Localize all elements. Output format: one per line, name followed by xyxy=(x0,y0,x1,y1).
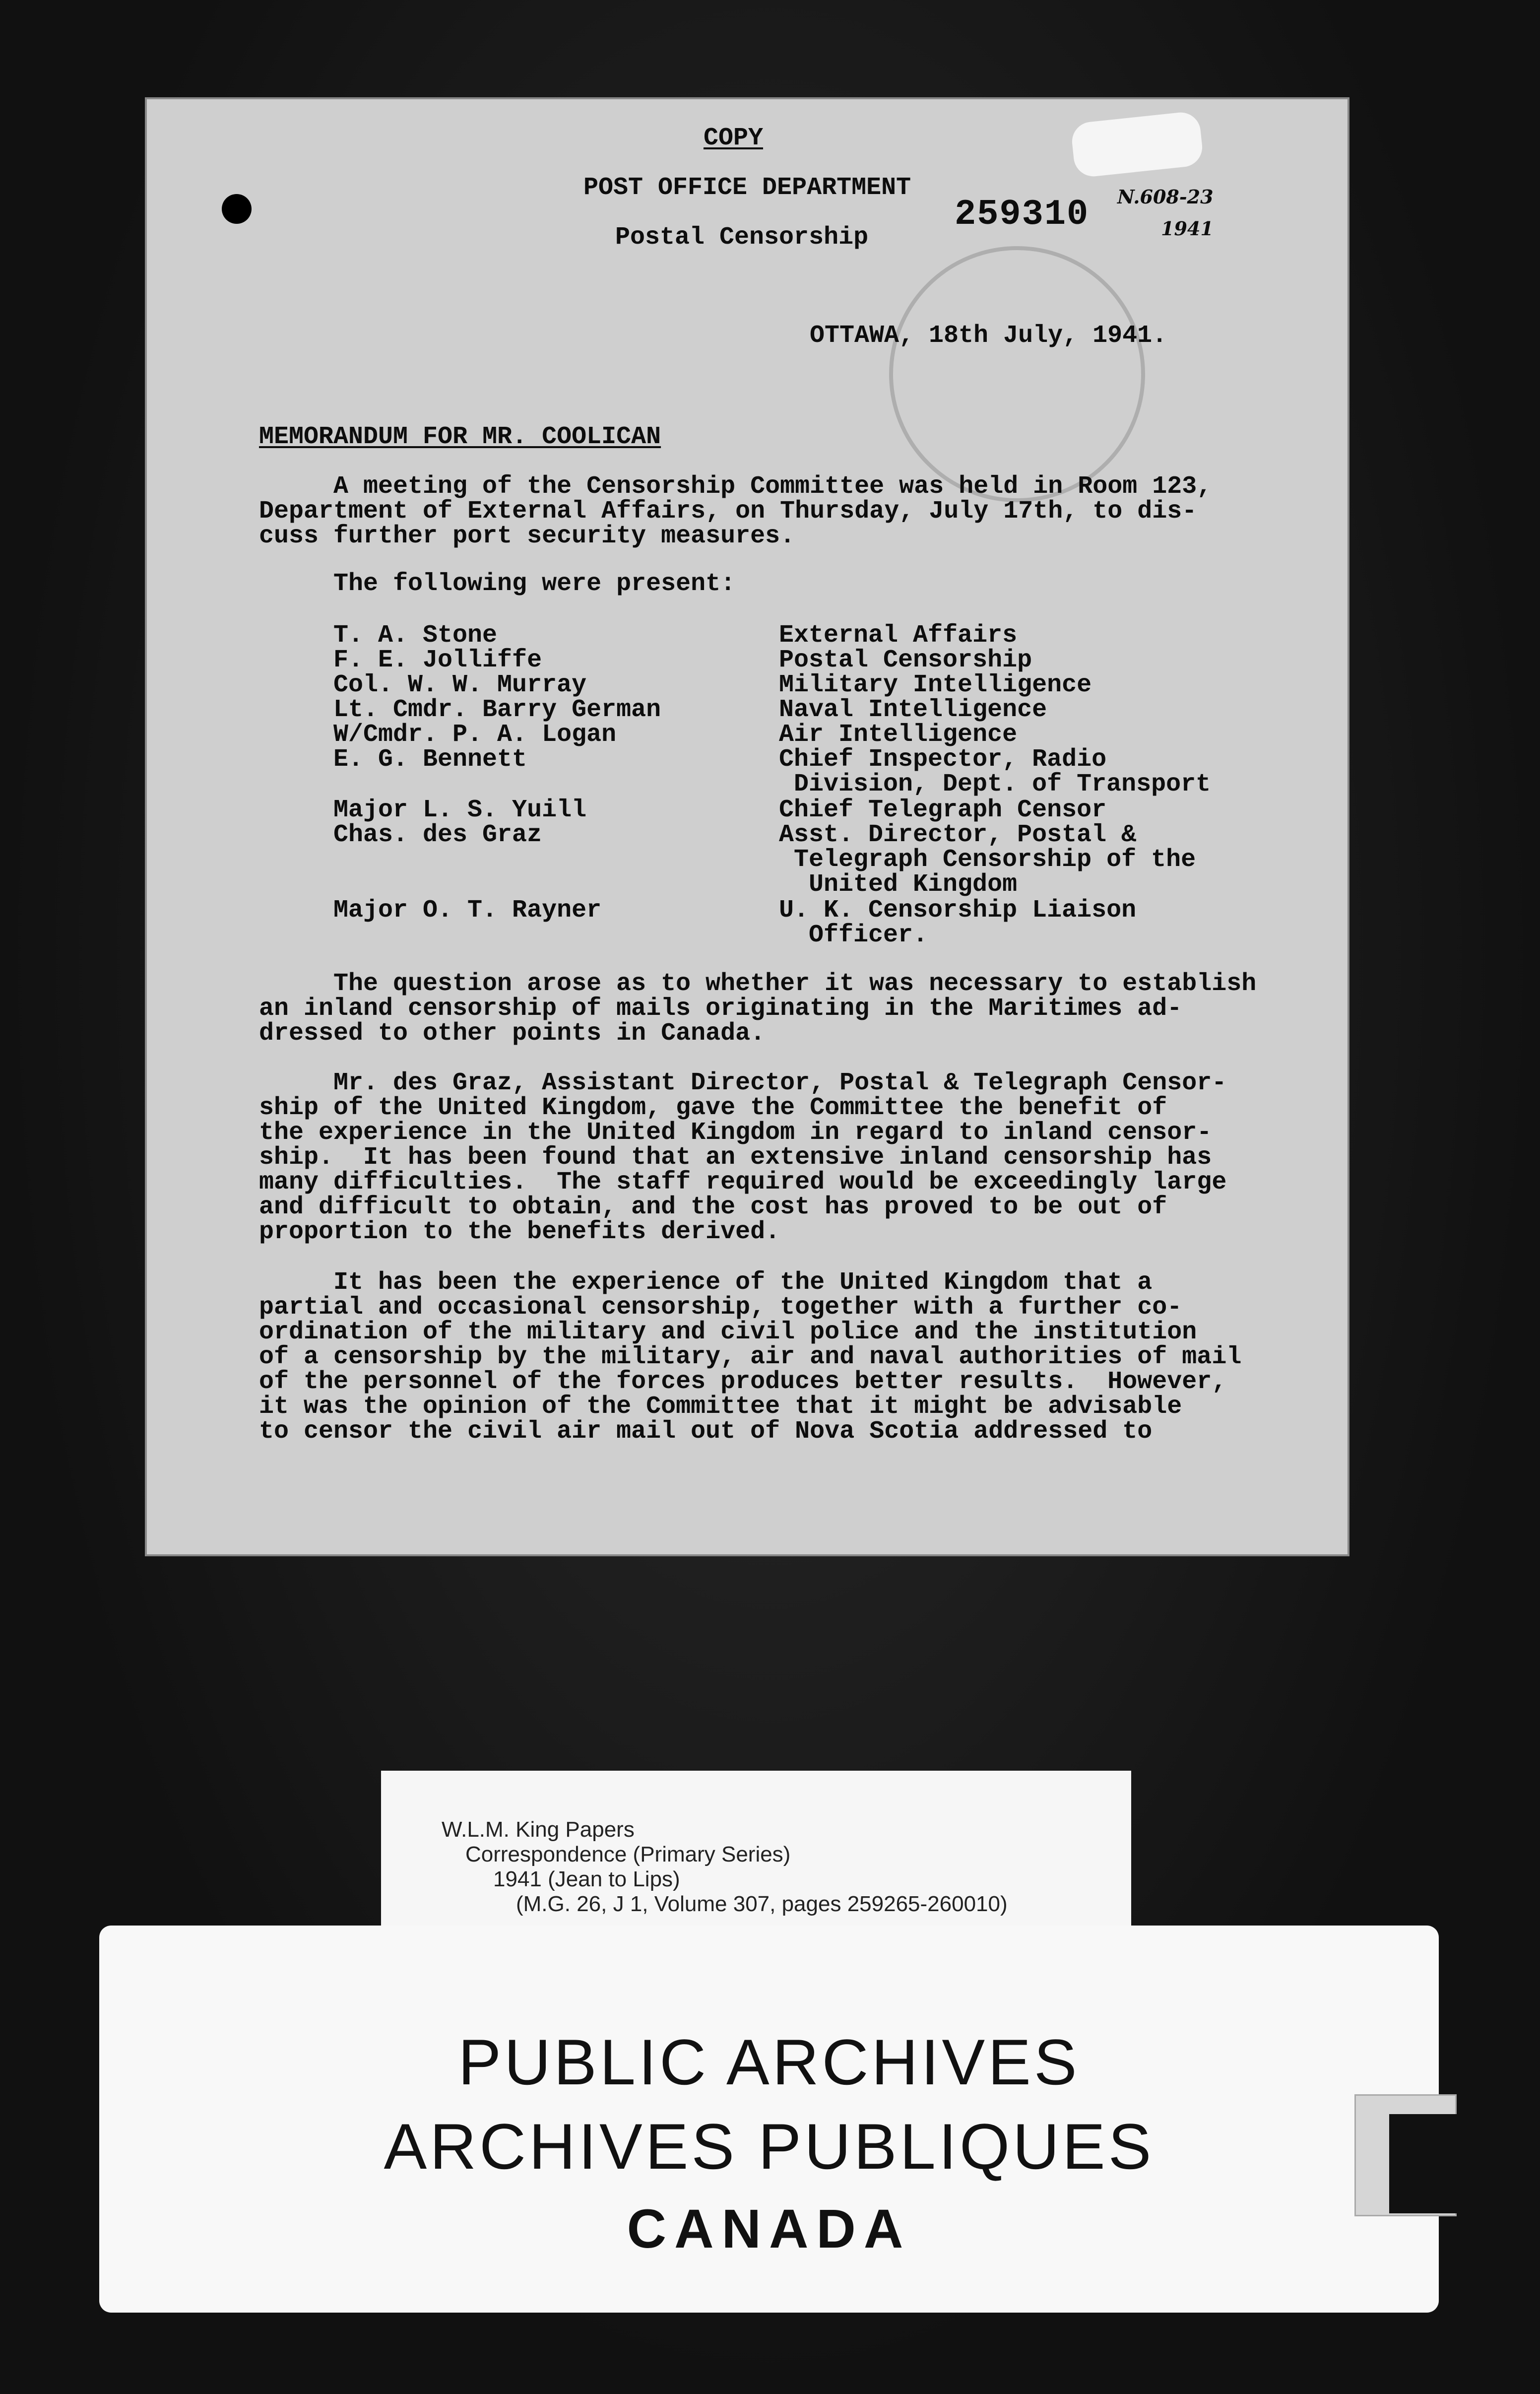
attendee-role: Postal Censorship xyxy=(779,646,1032,674)
attendee-role: Chief Telegraph Censor xyxy=(779,796,1107,824)
attendee-name: E. G. Bennett xyxy=(333,745,527,774)
para-line: proportion to the benefits derived. xyxy=(259,1218,780,1246)
attendee-name: Major O. T. Rayner xyxy=(333,896,602,925)
reference-number: 259310 xyxy=(955,194,1090,235)
banner-line-french: ARCHIVES PUBLIQUES xyxy=(384,2110,1155,2183)
para-line: The question arose as to whether it was necessary to establish xyxy=(333,970,1257,998)
public-archives-banner xyxy=(99,1926,1439,2313)
label-line: 1941 (Jean to Lips) xyxy=(493,1867,680,1891)
para-line: It has been the experience of the United Kingdom that a xyxy=(333,1268,1153,1297)
para-line: it was the opinion of the Committee that it might be advisable xyxy=(259,1393,1182,1421)
film-marker-square xyxy=(1389,2114,1459,2213)
para-line: ship of the United Kingdom, gave the Committee the benefit of xyxy=(259,1094,1167,1122)
attendee-role: External Affairs xyxy=(779,621,1018,650)
banner-line-english: PUBLIC ARCHIVES xyxy=(458,2026,1080,2098)
para-line: partial and occasional censorship, together with a further co- xyxy=(259,1293,1182,1322)
para-line: the experience in the United Kingdom in regard to inland censor- xyxy=(259,1119,1212,1147)
para-line: an inland censorship of mails originating in the Maritimes ad- xyxy=(259,995,1182,1023)
handwritten-ref: N.608-23 xyxy=(1117,186,1214,208)
present-intro: The following were present: xyxy=(333,570,736,598)
para-line: dressed to other points in Canada. xyxy=(259,1019,766,1048)
attendee-name: Lt. Cmdr. Barry German xyxy=(333,696,661,724)
department: POST OFFICE DEPARTMENT xyxy=(583,174,911,202)
para-line: and difficult to obtain, and the cost has proved to be out of xyxy=(259,1193,1167,1221)
attendee-role: Military Intelligence xyxy=(779,671,1092,699)
attendee-name: Chas. des Graz xyxy=(333,821,542,849)
memo-page xyxy=(145,97,1349,1556)
attendee-role: Division, Dept. of Transport xyxy=(794,770,1211,798)
division: Postal Censorship xyxy=(615,223,869,252)
copy-label: COPY xyxy=(704,124,764,152)
attendee-name: T. A. Stone xyxy=(333,621,498,650)
attendee-role: Air Intelligence xyxy=(779,721,1018,749)
para-line: cuss further port security measures. xyxy=(259,522,795,550)
punch-hole-icon xyxy=(222,194,252,224)
para-line: ordination of the military and civil police and the institution xyxy=(259,1318,1197,1346)
para-line: of a censorship by the military, air and naval authorities of mail xyxy=(259,1343,1242,1371)
date-line: OTTAWA, 18th July, 1941. xyxy=(810,322,1167,350)
para-line: to censor the civil air mail out of Nova Scotia addressed to xyxy=(259,1417,1153,1446)
para-line: Mr. des Graz, Assistant Director, Postal & Telegraph Censor- xyxy=(333,1069,1227,1097)
attendee-name: F. E. Jolliffe xyxy=(333,646,542,674)
attendee-role: United Kingdom xyxy=(794,870,1018,899)
para-line: A meeting of the Censorship Committee was held in Room 123, xyxy=(333,472,1212,501)
attendee-role: Officer. xyxy=(794,921,928,949)
attendee-name: Major L. S. Yuill xyxy=(333,796,587,824)
attendee-role: Telegraph Censorship of the xyxy=(794,846,1196,874)
attendee-role: Chief Inspector, Radio xyxy=(779,745,1107,774)
para-line: ship. It has been found that an extensive inland censorship has xyxy=(259,1143,1212,1172)
label-line: Correspondence (Primary Series) xyxy=(465,1842,791,1866)
attendee-name: Col. W. W. Murray xyxy=(333,671,587,699)
label-line: (M.G. 26, J 1, Volume 307, pages 259265-260010) xyxy=(516,1892,1008,1916)
para-line: Department of External Affairs, on Thursday, July 17th, to dis- xyxy=(259,497,1197,526)
memo-heading: MEMORANDUM FOR MR. COOLICAN xyxy=(259,423,661,451)
label-line: W.L.M. King Papers xyxy=(442,1817,635,1842)
banner-line-country: CANADA xyxy=(627,2198,911,2260)
attendee-role: Naval Intelligence xyxy=(779,696,1047,724)
attendee-name: W/Cmdr. P. A. Logan xyxy=(333,721,617,749)
para-line: of the personnel of the forces produces better results. However, xyxy=(259,1368,1227,1396)
attendee-role: Asst. Director, Postal & xyxy=(779,821,1137,849)
para-line: many difficulties. The staff required would be exceedingly large xyxy=(259,1168,1227,1197)
tape-patch xyxy=(1070,111,1204,179)
handwritten-year: 1941 xyxy=(1161,217,1214,240)
received-stamp-icon xyxy=(889,246,1145,502)
attendee-role: U. K. Censorship Liaison xyxy=(779,896,1137,925)
